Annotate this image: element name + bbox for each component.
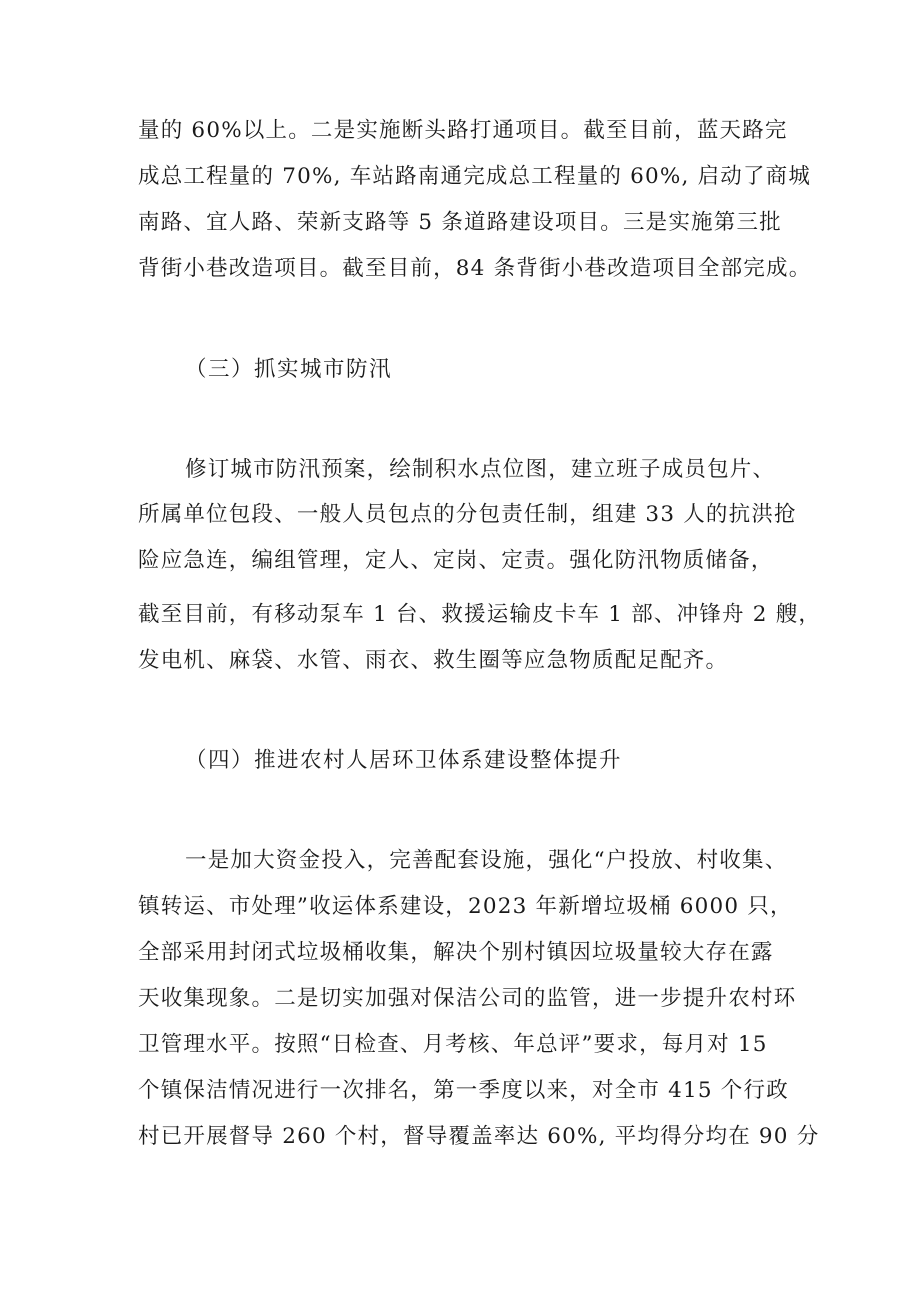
- paragraph-2-line-3: 险应急连，编组管理，定人、定岗、定责。强化防汛物质储备，: [138, 548, 774, 573]
- paragraph-1-line-1: 量的 60%以上。二是实施断头路打通项目。截至目前，蓝天路完: [138, 118, 788, 143]
- paragraph-1-line-4: 背街小巷改造项目。截至目前，84 条背街小巷改造项目全部完成。: [138, 256, 812, 281]
- section-heading-4: （四）推进农村人居环卫体系建设整体提升: [185, 748, 623, 773]
- paragraph-3-line-1: 一是加大资金投入，完善配套设施，强化“户投放、村收集、: [185, 848, 788, 873]
- section-heading-3: （三）抓实城市防汛: [185, 357, 393, 382]
- paragraph-3-line-4: 天收集现象。二是切实加强对保洁公司的监管，进一步提升农村环: [138, 986, 797, 1011]
- paragraph-1-line-2: 成总工程量的 70%, 车站路南通完成总工程量的 60%, 启动了商城: [138, 164, 812, 189]
- paragraph-1-line-3: 南路、宜人路、荣新支路等 5 条道路建设项目。三是实施第三批: [138, 210, 782, 235]
- paragraph-2-line-2: 所属单位包段、一般人员包点的分包责任制，组建 33 人的抗洪抢: [138, 502, 797, 527]
- paragraph-3-line-2: 镇转运、市处理”收运体系建设，2023 年新增垃圾桶 6000 只，: [138, 894, 793, 919]
- paragraph-3-line-7: 村已开展督导 260 个村，督导覆盖率达 60%, 平均得分均在 90 分: [138, 1124, 820, 1149]
- paragraph-2-line-1: 修订城市防汛预案，绘制积水点位图，建立班子成员包片、: [185, 457, 776, 482]
- paragraph-2-line-5: 发电机、麻袋、水管、雨衣、救生圈等应急物质配足配齐。: [138, 648, 729, 673]
- paragraph-2-line-4: 截至目前，有移动泵车 1 台、救援运输皮卡车 1 部、冲锋舟 2 艘，: [138, 602, 822, 627]
- paragraph-3-line-3: 全部采用封闭式垃圾桶收集，解决个别村镇因垃圾量较大存在露: [138, 940, 774, 965]
- paragraph-3-line-6: 个镇保洁情况进行一次排名，第一季度以来，对全市 415 个行政: [138, 1078, 789, 1103]
- paragraph-3-line-5: 卫管理水平。按照“日检查、月考核、年总评”要求，每月对 15: [138, 1032, 768, 1057]
